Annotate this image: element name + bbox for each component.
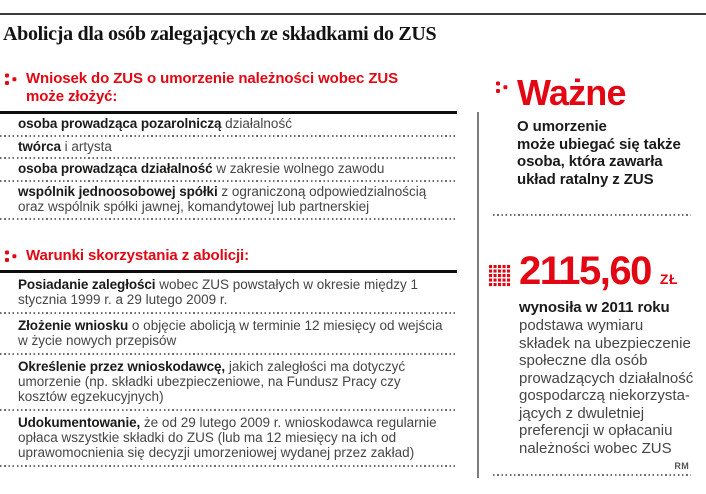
stat-value-row <box>489 250 703 292</box>
red-dot-grid-icon <box>489 265 511 287</box>
list-item <box>0 137 457 158</box>
list-item-desc: i artysta <box>60 138 112 154</box>
top-rule <box>0 13 706 15</box>
dotted-divider <box>493 214 691 216</box>
list-item-desc: wobec ZUS powstałych w okresie między 1 stycznia 1999 r. a 29 lutego 2009 r. <box>18 276 419 307</box>
important-body-line: osoba, która zawarła <box>517 153 663 170</box>
stat-block <box>489 250 703 457</box>
list-item-desc: że od 29 lutego 2009 r. wnioskodawca regularnie opłaca wszystkie składki do ZUS (lub ma 12 miesięcy na ich od uprawomocnienia się decyzji umorzeniowej wydanej przez zakład) <box>18 414 437 460</box>
important-heading <box>489 74 703 112</box>
section-conditions <box>0 247 457 467</box>
list-item-term: wspólnik jednoosobowej spółki <box>18 183 218 199</box>
list-item-desc: jakich zaległości ma dotyczyć umorzenie (np. składki ubezpieczeniowe, na Fundusz Pracy czy kosztów egzekucyjnych) <box>18 358 406 404</box>
stat-value: 2115,60 <box>519 249 651 293</box>
important-body-line: może ubiegać się także <box>517 135 681 153</box>
list-item-term: Określenie przez wnioskodawcę, <box>18 358 226 374</box>
dotted-divider <box>0 465 457 467</box>
list-item <box>0 273 457 312</box>
list-item-desc: o objęcie abolicją w terminie 12 miesięcy od wejścia w życie nowych przepisów <box>18 317 443 348</box>
three-dot-arrow-icon <box>5 250 18 263</box>
dotted-divider <box>493 474 691 476</box>
list-item <box>0 411 457 465</box>
list-item <box>0 182 457 218</box>
stat-body-line: gospodarczą niekorzysta- <box>519 387 690 404</box>
list-item <box>0 114 457 135</box>
heading-line: Wniosek do ZUS o umorzenie należności wobec ZUS <box>26 70 399 87</box>
list-item-term: Złożenie wniosku <box>18 317 129 333</box>
list-item <box>0 159 457 180</box>
important-body <box>517 118 703 188</box>
stat-body <box>519 317 703 457</box>
stat-body-line: składek na ubezpieczenie <box>519 334 691 352</box>
list-item <box>0 314 457 353</box>
important-body-line: układ ratalny z ZUS <box>517 170 654 188</box>
page-title: Abolicja dla osób zalegających ze składkami do ZUS <box>3 23 437 45</box>
applicants-list <box>0 114 457 220</box>
three-dot-arrow-icon <box>496 81 509 94</box>
right-column <box>489 74 703 476</box>
important-title: Ważne <box>517 72 626 113</box>
list-item-term: Udokumentowanie, <box>18 414 141 430</box>
important-body-line: O umorzenie <box>517 118 607 135</box>
stat-body-line: podstawa wymiaru <box>519 317 644 334</box>
conditions-list <box>0 273 457 467</box>
section-applicants-heading <box>0 70 457 106</box>
section-conditions-heading-text: Warunki skorzystania z abolicji: <box>26 246 249 264</box>
stat-lead: wynosiła w 2011 roku <box>519 299 670 316</box>
stat-body-line: należności wobec ZUS <box>519 439 672 457</box>
section-conditions-heading <box>0 247 457 265</box>
list-item-term: osoba prowadząca działalność <box>18 161 213 176</box>
stat-body-line: społeczne dla osób <box>519 352 648 369</box>
list-item-term: osoba prowadząca pozarolniczą <box>18 116 222 131</box>
heading-line: może złożyć: <box>26 88 118 105</box>
stat-unit: ZŁ <box>659 271 678 287</box>
credit: RM <box>674 461 689 471</box>
section-applicants-heading-text <box>26 70 398 106</box>
list-item-desc: w zakresie wolnego zawodu <box>212 161 385 176</box>
list-item <box>0 355 457 409</box>
stat-body-line: preferencji w opłacaniu <box>519 422 673 439</box>
list-item-desc: działalność <box>221 116 292 131</box>
dotted-divider <box>0 218 457 220</box>
stat-body-line: prowadzących działalność <box>519 369 694 387</box>
list-item-desc: z ograniczoną odpowiedzialnością oraz wspólnik spółki jawnej, komandytowej lub partnerskiej <box>18 183 427 214</box>
stat-body-line: jących z dwuletniej <box>519 404 645 422</box>
list-item-term: twórca <box>18 138 61 154</box>
left-column <box>0 70 457 467</box>
list-item-term: Posiadanie zaległości <box>18 276 156 292</box>
column-divider <box>477 112 479 478</box>
three-dot-arrow-icon <box>5 73 18 86</box>
